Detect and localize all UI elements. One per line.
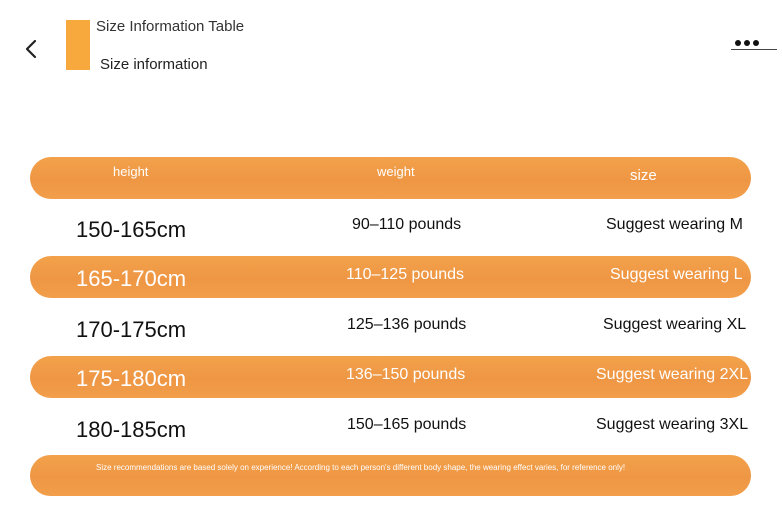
row-weight: 110–125 pounds xyxy=(346,266,465,283)
row-size: Suggest wearing 3XL xyxy=(596,416,749,433)
row-size: Suggest wearing XL xyxy=(603,316,747,333)
row-weight: 150–165 pounds xyxy=(347,416,467,433)
chevron-left-icon xyxy=(24,38,38,60)
row-weight: 125–136 pounds xyxy=(347,316,467,333)
table-row xyxy=(30,306,751,350)
table-row xyxy=(30,356,751,398)
row-height: 165-170cm xyxy=(76,266,187,291)
header-divider xyxy=(731,49,777,50)
column-header-size: size xyxy=(630,167,657,184)
row-height: 175-180cm xyxy=(76,366,187,391)
row-height: 170-175cm xyxy=(76,317,187,342)
page-subtitle: Size information xyxy=(100,56,208,73)
page-title: Size Information Table xyxy=(96,18,245,35)
row-size: Suggest wearing 2XL xyxy=(596,366,749,383)
row-height: 180-185cm xyxy=(76,417,187,442)
row-size: Suggest wearing L xyxy=(610,266,743,283)
table-header-row xyxy=(30,157,751,199)
row-weight: 136–150 pounds xyxy=(346,366,466,383)
row-weight: 90–110 pounds xyxy=(352,216,462,233)
row-height: 150-165cm xyxy=(76,217,187,242)
column-header-weight: weight xyxy=(377,164,415,179)
back-button[interactable] xyxy=(20,36,42,62)
size-disclaimer-note: Size recommendations are based solely on experience! According to each person's different body shape, the wearing effect varies, for reference only! xyxy=(96,463,626,472)
more-options-button[interactable] xyxy=(731,36,777,54)
more-horizontal-icon xyxy=(735,40,759,46)
row-size: Suggest wearing M xyxy=(606,216,743,233)
title-accent-bar xyxy=(66,20,90,70)
table-row xyxy=(30,256,751,298)
footer-note-band xyxy=(30,455,751,496)
table-row xyxy=(30,206,751,250)
table-row xyxy=(30,406,751,450)
column-header-height: height xyxy=(113,164,149,179)
